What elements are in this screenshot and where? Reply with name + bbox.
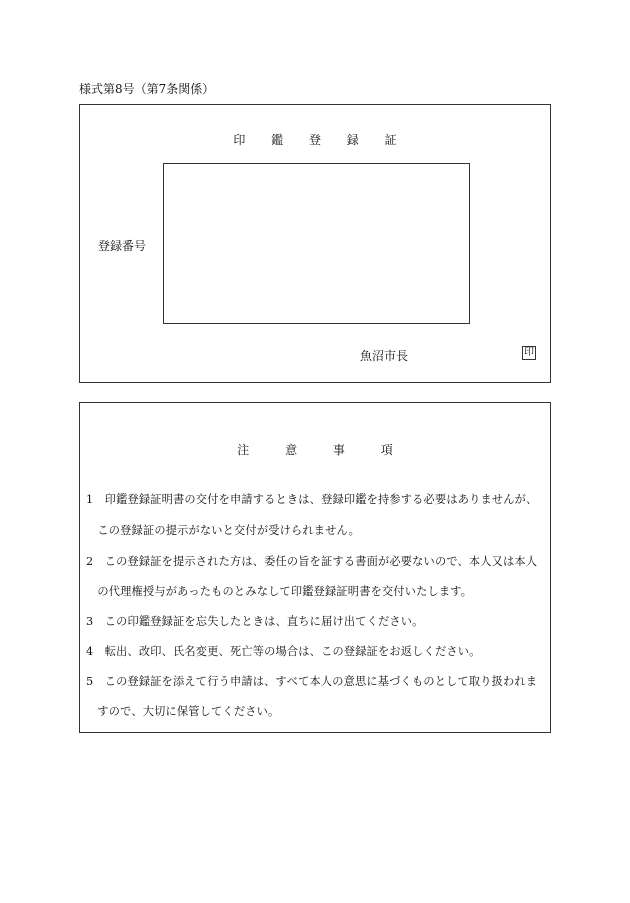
note-2-line-1: 2 この登録証を提示された方は、委任の旨を証する書面が必要ないので、本人又は本人 <box>86 555 538 568</box>
notes-title: 注 意 事 項 <box>237 443 393 457</box>
note-2-line-2: の代理権授与があったものとみなして印鑑登録証明書を交付いたします。 <box>86 585 473 598</box>
registration-card <box>79 104 551 383</box>
form-number: 様式第8号（第7条関係） <box>79 82 215 96</box>
note-4: 4 転出、改印、氏名変更、死亡等の場合は、この登録証をお返しください。 <box>86 645 481 658</box>
notes-section <box>79 402 551 733</box>
note-1-line-2: この登録証の提示がないと交付が受けられません。 <box>86 524 360 537</box>
seal-mark: 印 <box>524 347 534 358</box>
issuer-name: 魚沼市長 <box>360 349 409 363</box>
note-1-line-1: 1 印鑑登録証明書の交付を申請するときは、登録印鑑を持参する必要はありませんが、 <box>86 493 538 506</box>
registration-number-label: 登録番号 <box>98 239 147 253</box>
card-title: 印 鑑 登 録 証 <box>233 133 397 147</box>
note-5-line-2: すので、大切に保管してください。 <box>86 705 280 718</box>
registration-number-box <box>163 163 470 324</box>
note-5-line-1: 5 この登録証を添えて行う申請は、すべて本人の意思に基づくものとして取り扱われま <box>86 675 538 688</box>
note-3: 3 この印鑑登録証を忘失したときは、直ちに届け出てください。 <box>86 615 424 628</box>
